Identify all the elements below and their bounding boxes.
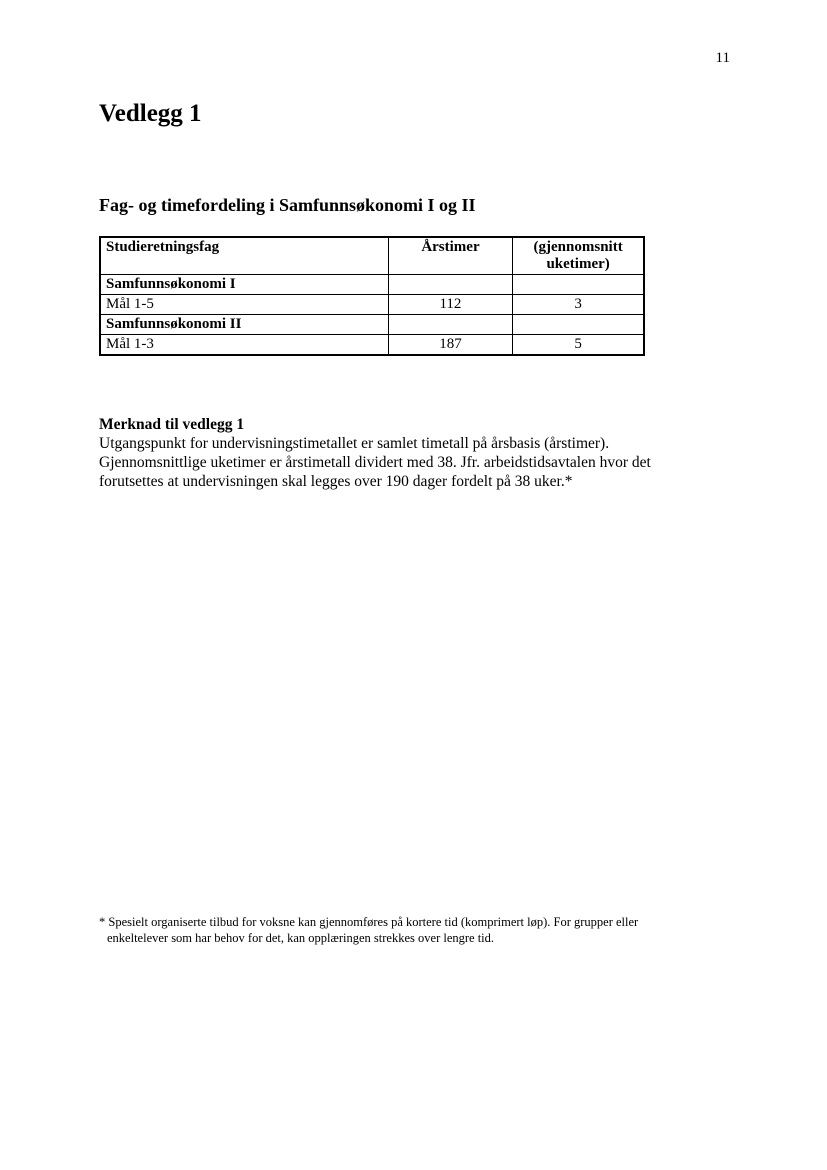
- cell-weekly: 5: [513, 335, 644, 356]
- header-subject: Studieretningsfag: [100, 237, 388, 275]
- cell-weekly: [513, 275, 644, 295]
- note-section: [99, 415, 719, 491]
- note-line: Gjennomsnittlige uketimer er årstimetall dividert med 38. Jfr. arbeidstidsavtalen hvor det: [99, 454, 651, 471]
- cell-hours: 187: [388, 335, 513, 356]
- cell-hours: 112: [388, 295, 513, 315]
- cell-hours: [388, 315, 513, 335]
- cell-subject: Mål 1-3: [100, 335, 388, 356]
- footnote: [99, 914, 709, 946]
- table-title: Fag- og timefordeling i Samfunnsøkonomi I og II: [99, 195, 476, 215]
- header-hours: Årstimer: [388, 237, 513, 275]
- table-row: [100, 295, 644, 315]
- page-heading: Vedlegg 1: [99, 100, 202, 127]
- cell-subject: Mål 1-5: [100, 295, 388, 315]
- footnote-line: enkeltelever som har behov for det, kan opplæringen strekkes over lengre tid.: [107, 931, 495, 945]
- timetable: [99, 236, 645, 356]
- table-row: [100, 275, 644, 295]
- page-number: 11: [715, 50, 730, 66]
- footnote-line: * Spesielt organiserte tilbud for voksne kan gjennomføres på kortere tid (komprimert løp). For grupper eller: [99, 915, 639, 929]
- note-line: forutsettes at undervisningen skal legges over 190 dager fordelt på 38 uker.*: [99, 473, 573, 490]
- cell-hours: [388, 275, 513, 295]
- cell-weekly: [513, 315, 644, 335]
- cell-subject: Samfunnsøkonomi I: [100, 275, 388, 295]
- table-header-row: [100, 237, 644, 275]
- cell-subject: Samfunnsøkonomi II: [100, 315, 388, 335]
- table-row: [100, 335, 644, 356]
- header-weekly: (gjennomsnitt uketimer): [513, 237, 644, 275]
- note-line: Utgangspunkt for undervisningstimetallet er samlet timetall på årsbasis (årstimer).: [99, 435, 610, 452]
- cell-weekly: 3: [513, 295, 644, 315]
- note-title: Merknad til vedlegg 1: [99, 416, 245, 433]
- table-row: [100, 315, 644, 335]
